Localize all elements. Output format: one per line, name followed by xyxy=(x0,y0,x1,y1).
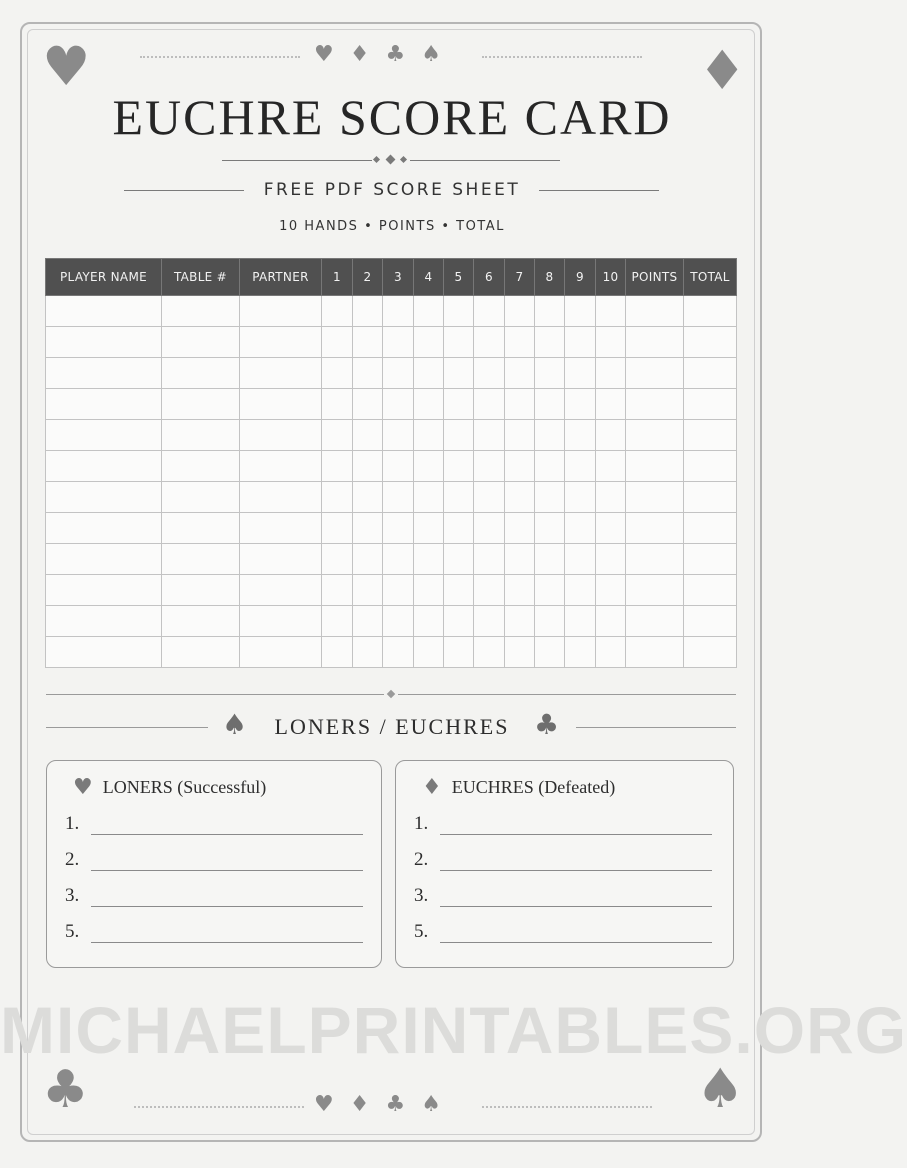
score-cell[interactable] xyxy=(353,482,383,513)
score-cell[interactable] xyxy=(414,296,444,327)
heart-icon: ♥ xyxy=(73,775,93,800)
loners-header xyxy=(73,775,266,800)
column-header: 9 xyxy=(565,259,596,296)
spade-icon: ♠ xyxy=(421,42,441,67)
heart-icon: ♥ xyxy=(42,35,91,98)
score-cell[interactable] xyxy=(684,451,737,482)
score-cell[interactable] xyxy=(505,296,535,327)
score-cell[interactable] xyxy=(240,513,322,544)
loners-title: LONERS (Successful) xyxy=(102,777,267,797)
score-cell[interactable] xyxy=(322,420,353,451)
score-cell[interactable] xyxy=(596,389,626,420)
score-cell[interactable] xyxy=(322,575,353,606)
score-cell[interactable] xyxy=(684,513,737,544)
score-cell[interactable] xyxy=(444,482,474,513)
entry-number: 1. xyxy=(414,813,429,834)
entry-number: 5. xyxy=(65,921,80,942)
entry-line[interactable] xyxy=(440,816,712,835)
table-row xyxy=(46,482,737,513)
score-cell[interactable] xyxy=(46,637,162,668)
column-header: 1 xyxy=(322,259,353,296)
score-cell[interactable] xyxy=(162,482,240,513)
score-cell[interactable] xyxy=(626,327,684,358)
score-cell[interactable] xyxy=(240,389,322,420)
score-cell[interactable] xyxy=(626,606,684,637)
score-cell[interactable] xyxy=(626,575,684,606)
bottom-dots-right xyxy=(482,1106,652,1108)
score-cell[interactable] xyxy=(474,513,505,544)
score-cell[interactable] xyxy=(240,451,322,482)
score-cell[interactable] xyxy=(444,637,474,668)
entry-line[interactable] xyxy=(440,852,712,871)
score-cell[interactable] xyxy=(46,575,162,606)
score-cell[interactable] xyxy=(535,296,565,327)
score-cell[interactable] xyxy=(565,296,596,327)
score-cell[interactable] xyxy=(474,296,505,327)
score-cell[interactable] xyxy=(596,296,626,327)
score-cell[interactable] xyxy=(383,327,414,358)
column-header: 6 xyxy=(474,259,505,296)
euchres-entry-2[interactable] xyxy=(414,849,712,871)
score-cell[interactable] xyxy=(505,544,535,575)
score-cell[interactable] xyxy=(46,358,162,389)
score-cell[interactable] xyxy=(162,451,240,482)
table-row xyxy=(46,296,737,327)
score-cell[interactable] xyxy=(322,296,353,327)
score-cell[interactable] xyxy=(162,389,240,420)
score-cell[interactable] xyxy=(322,482,353,513)
score-cell[interactable] xyxy=(474,482,505,513)
score-cell[interactable] xyxy=(162,420,240,451)
score-cell[interactable] xyxy=(444,513,474,544)
section-rule-right xyxy=(398,694,736,695)
score-cell[interactable] xyxy=(322,358,353,389)
score-cell[interactable] xyxy=(240,482,322,513)
entry-line[interactable] xyxy=(440,888,712,907)
diamond-icon: ♦ xyxy=(698,39,747,102)
table-row xyxy=(46,358,737,389)
entry-number: 2. xyxy=(65,849,80,870)
entry-number: 5. xyxy=(414,921,429,942)
score-cell[interactable] xyxy=(322,389,353,420)
score-cell[interactable] xyxy=(46,420,162,451)
score-cell[interactable] xyxy=(596,544,626,575)
title-ornament-right xyxy=(410,160,560,161)
score-cell[interactable] xyxy=(505,358,535,389)
table-row xyxy=(46,606,737,637)
score-cell[interactable] xyxy=(383,420,414,451)
score-cell[interactable] xyxy=(414,606,444,637)
entry-number: 1. xyxy=(65,813,80,834)
score-cell[interactable] xyxy=(414,544,444,575)
score-cell[interactable] xyxy=(505,451,535,482)
score-cell[interactable] xyxy=(353,637,383,668)
score-cell[interactable] xyxy=(162,296,240,327)
score-cell[interactable] xyxy=(474,420,505,451)
entry-line[interactable] xyxy=(91,924,363,943)
score-cell[interactable] xyxy=(353,296,383,327)
score-cell[interactable] xyxy=(474,327,505,358)
score-cell[interactable] xyxy=(535,637,565,668)
score-cell[interactable] xyxy=(353,420,383,451)
page-title: EUCHRE SCORE CARD xyxy=(112,89,672,145)
score-cell[interactable] xyxy=(684,327,737,358)
column-header: TABLE # xyxy=(162,259,240,296)
score-cell[interactable] xyxy=(565,544,596,575)
score-cell[interactable] xyxy=(46,296,162,327)
score-cell[interactable] xyxy=(535,575,565,606)
score-cell[interactable] xyxy=(414,482,444,513)
score-cell[interactable] xyxy=(383,637,414,668)
table-row xyxy=(46,389,737,420)
entry-line[interactable] xyxy=(91,888,363,907)
score-cell[interactable] xyxy=(444,389,474,420)
score-cell[interactable] xyxy=(626,451,684,482)
score-cell[interactable] xyxy=(626,637,684,668)
table-row xyxy=(46,575,737,606)
score-cell[interactable] xyxy=(414,451,444,482)
euchres-entry-3[interactable] xyxy=(414,885,712,907)
score-cell[interactable] xyxy=(353,575,383,606)
score-cell[interactable] xyxy=(322,513,353,544)
column-header: 10 xyxy=(596,259,626,296)
subline: 10 HANDS • POINTS • TOTAL xyxy=(279,219,505,234)
title-ornament-left xyxy=(222,160,372,161)
table-body xyxy=(46,296,737,668)
score-cell[interactable] xyxy=(596,482,626,513)
euchres-box xyxy=(395,760,734,968)
score-cell[interactable] xyxy=(322,544,353,575)
score-cell[interactable] xyxy=(444,606,474,637)
column-header: 5 xyxy=(444,259,474,296)
score-cell[interactable] xyxy=(240,637,322,668)
score-cell[interactable] xyxy=(505,482,535,513)
diamond-icon: ♦ xyxy=(422,775,442,800)
top-dots-right xyxy=(482,56,642,58)
score-cell[interactable] xyxy=(565,606,596,637)
section-title: LONERS / EUCHRES xyxy=(274,714,510,739)
score-cell[interactable] xyxy=(565,327,596,358)
score-cell[interactable] xyxy=(46,513,162,544)
bottom-dots-left xyxy=(134,1106,304,1108)
score-cell[interactable] xyxy=(162,327,240,358)
score-cell[interactable] xyxy=(684,358,737,389)
score-cell[interactable] xyxy=(353,606,383,637)
diamond-icon: ♦ xyxy=(349,42,370,67)
score-cell[interactable] xyxy=(535,482,565,513)
top-suit-row xyxy=(314,44,441,66)
score-cell[interactable] xyxy=(565,575,596,606)
score-cell[interactable] xyxy=(353,513,383,544)
subtitle: FREE PDF SCORE SHEET xyxy=(263,180,521,200)
score-cell[interactable] xyxy=(414,513,444,544)
score-cell[interactable] xyxy=(474,358,505,389)
subtitle-rule-right xyxy=(539,190,659,191)
score-cell[interactable] xyxy=(383,451,414,482)
table-row xyxy=(46,637,737,668)
score-cell[interactable] xyxy=(414,389,444,420)
score-cell[interactable] xyxy=(596,327,626,358)
score-cell[interactable] xyxy=(626,513,684,544)
score-cell[interactable] xyxy=(240,575,322,606)
score-cell[interactable] xyxy=(383,513,414,544)
score-cell[interactable] xyxy=(684,389,737,420)
score-cell[interactable] xyxy=(353,451,383,482)
score-cell[interactable] xyxy=(162,575,240,606)
score-cell[interactable] xyxy=(240,358,322,389)
score-cell[interactable] xyxy=(353,544,383,575)
score-cell[interactable] xyxy=(684,420,737,451)
entry-number: 3. xyxy=(414,885,429,906)
score-cell[interactable] xyxy=(474,575,505,606)
loners-entry-1[interactable] xyxy=(65,813,363,835)
score-cell[interactable] xyxy=(565,482,596,513)
loners-entry-3[interactable] xyxy=(65,885,363,907)
table-row xyxy=(46,327,737,358)
score-cell[interactable] xyxy=(46,482,162,513)
score-cell[interactable] xyxy=(565,358,596,389)
score-cell[interactable] xyxy=(444,544,474,575)
score-cell[interactable] xyxy=(322,637,353,668)
score-cell[interactable] xyxy=(353,389,383,420)
score-cell[interactable] xyxy=(46,389,162,420)
score-cell[interactable] xyxy=(240,606,322,637)
score-cell[interactable] xyxy=(684,544,737,575)
score-cell[interactable] xyxy=(444,451,474,482)
score-cell[interactable] xyxy=(474,637,505,668)
score-cell[interactable] xyxy=(535,389,565,420)
score-cell[interactable] xyxy=(474,389,505,420)
club-icon: ♣ xyxy=(534,708,560,741)
score-cell[interactable] xyxy=(505,327,535,358)
top-dots-left xyxy=(140,56,300,58)
score-cell[interactable] xyxy=(626,420,684,451)
score-cell[interactable] xyxy=(535,327,565,358)
score-cell[interactable] xyxy=(322,606,353,637)
euchres-title: EUCHRES (Defeated) xyxy=(451,777,616,797)
loners-entry-2[interactable] xyxy=(65,849,363,871)
table-row xyxy=(46,451,737,482)
score-cell[interactable] xyxy=(162,637,240,668)
column-header: 2 xyxy=(353,259,383,296)
score-cell[interactable] xyxy=(565,420,596,451)
score-cell[interactable] xyxy=(383,575,414,606)
section-rule-left xyxy=(46,694,384,695)
score-cell[interactable] xyxy=(383,296,414,327)
score-cell[interactable] xyxy=(505,513,535,544)
club-icon: ♣ xyxy=(42,1060,89,1120)
score-cell[interactable] xyxy=(505,637,535,668)
score-cell[interactable] xyxy=(444,358,474,389)
score-cell[interactable] xyxy=(414,575,444,606)
column-header: 4 xyxy=(414,259,444,296)
score-cell[interactable] xyxy=(535,420,565,451)
score-cell[interactable] xyxy=(240,420,322,451)
score-cell[interactable] xyxy=(565,513,596,544)
table-row xyxy=(46,513,737,544)
score-cell[interactable] xyxy=(596,513,626,544)
euchres-entry-1[interactable] xyxy=(414,813,712,835)
entry-line[interactable] xyxy=(440,924,712,943)
score-cell[interactable] xyxy=(162,358,240,389)
score-cell[interactable] xyxy=(684,575,737,606)
score-cell[interactable] xyxy=(535,544,565,575)
score-cell[interactable] xyxy=(46,451,162,482)
score-cell[interactable] xyxy=(383,606,414,637)
score-cell[interactable] xyxy=(474,606,505,637)
club-icon: ♣ xyxy=(385,42,406,67)
score-cell[interactable] xyxy=(46,606,162,637)
section-title-rule-right xyxy=(576,727,736,728)
heart-icon: ♥ xyxy=(314,42,334,67)
score-cell[interactable] xyxy=(162,544,240,575)
score-cell[interactable] xyxy=(626,389,684,420)
column-header: TOTAL xyxy=(684,259,737,296)
score-cell[interactable] xyxy=(626,482,684,513)
score-cell[interactable] xyxy=(684,296,737,327)
diamond-icon: ♦ xyxy=(349,1092,370,1117)
entry-line[interactable] xyxy=(91,852,363,871)
score-cell[interactable] xyxy=(414,637,444,668)
score-cell[interactable] xyxy=(353,358,383,389)
spade-icon: ♠ xyxy=(421,1092,441,1117)
loners-entry-4[interactable] xyxy=(65,921,363,943)
score-cell[interactable] xyxy=(353,327,383,358)
score-cell[interactable] xyxy=(565,451,596,482)
score-cell[interactable] xyxy=(505,606,535,637)
score-cell[interactable] xyxy=(474,451,505,482)
entry-line[interactable] xyxy=(91,816,363,835)
score-cell[interactable] xyxy=(684,482,737,513)
entry-number: 3. xyxy=(65,885,80,906)
score-cell[interactable] xyxy=(535,451,565,482)
score-cell[interactable] xyxy=(322,451,353,482)
score-cell[interactable] xyxy=(596,420,626,451)
score-cell[interactable] xyxy=(535,513,565,544)
spade-icon: ♠ xyxy=(222,708,248,741)
score-cell[interactable] xyxy=(684,637,737,668)
score-cell[interactable] xyxy=(596,358,626,389)
table-header-row xyxy=(46,259,737,296)
score-cell[interactable] xyxy=(535,606,565,637)
score-table xyxy=(45,258,737,668)
score-cell[interactable] xyxy=(505,575,535,606)
score-cell[interactable] xyxy=(46,544,162,575)
score-cell[interactable] xyxy=(444,296,474,327)
column-header: 3 xyxy=(383,259,414,296)
column-header: PARTNER xyxy=(240,259,322,296)
loners-box xyxy=(46,760,382,968)
score-cell[interactable] xyxy=(684,606,737,637)
score-cell[interactable] xyxy=(383,544,414,575)
watermark: MICHAELPRINTABLES.ORG xyxy=(0,993,907,1067)
score-cell[interactable] xyxy=(383,389,414,420)
table-row xyxy=(46,420,737,451)
score-cell[interactable] xyxy=(414,420,444,451)
heart-icon: ♥ xyxy=(314,1092,334,1117)
column-header: PLAYER NAME xyxy=(46,259,162,296)
bottom-suit-row xyxy=(314,1094,441,1116)
table-row xyxy=(46,544,737,575)
score-cell[interactable] xyxy=(240,327,322,358)
euchres-entry-4[interactable] xyxy=(414,921,712,943)
score-cell[interactable] xyxy=(162,606,240,637)
column-header: POINTS xyxy=(626,259,684,296)
score-cell[interactable] xyxy=(565,637,596,668)
score-cell[interactable] xyxy=(46,327,162,358)
score-cell[interactable] xyxy=(383,482,414,513)
score-cell[interactable] xyxy=(596,606,626,637)
spade-icon: ♠ xyxy=(696,1057,745,1120)
score-cell[interactable] xyxy=(474,544,505,575)
score-cell[interactable] xyxy=(626,358,684,389)
score-cell[interactable] xyxy=(444,575,474,606)
euchres-header xyxy=(422,775,615,800)
club-icon: ♣ xyxy=(385,1092,406,1117)
score-cell[interactable] xyxy=(414,327,444,358)
score-cell[interactable] xyxy=(240,544,322,575)
score-cell[interactable] xyxy=(505,420,535,451)
score-cell[interactable] xyxy=(505,389,535,420)
score-cell[interactable] xyxy=(596,451,626,482)
score-cell[interactable] xyxy=(596,637,626,668)
score-cell[interactable] xyxy=(565,389,596,420)
score-cell[interactable] xyxy=(414,358,444,389)
score-cell[interactable] xyxy=(535,358,565,389)
score-cell[interactable] xyxy=(240,296,322,327)
score-cell[interactable] xyxy=(383,358,414,389)
score-cell[interactable] xyxy=(626,296,684,327)
score-cell[interactable] xyxy=(162,513,240,544)
score-cell[interactable] xyxy=(596,575,626,606)
column-header: 7 xyxy=(505,259,535,296)
score-cell[interactable] xyxy=(444,420,474,451)
column-header: 8 xyxy=(535,259,565,296)
entry-number: 2. xyxy=(414,849,429,870)
score-cell[interactable] xyxy=(444,327,474,358)
score-cell[interactable] xyxy=(626,544,684,575)
score-cell[interactable] xyxy=(322,327,353,358)
